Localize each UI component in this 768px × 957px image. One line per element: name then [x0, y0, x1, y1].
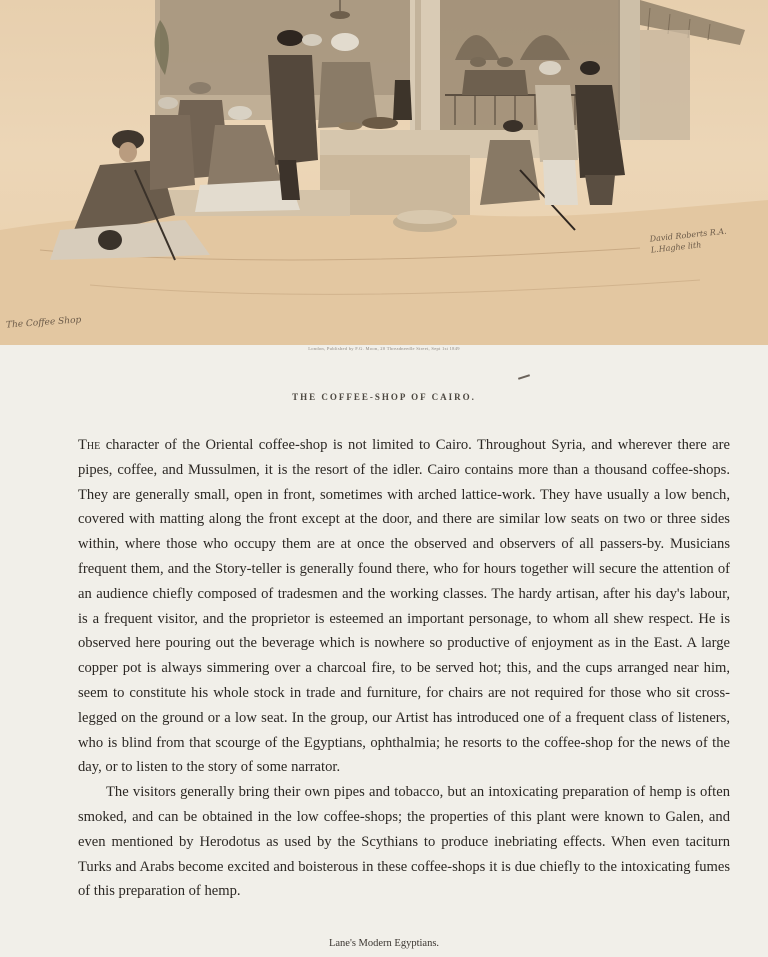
- paragraph-2: The visitors generally bring their own pipes and tobacco, but an intoxicating preparation of hemp is often smoked, and can be obtained in the low coffee-shops; the properties of this plant were known to Galen, and even mentioned by Herodotus as used by the Scythians to produce inebriating effects. When even taciturn Turks and Arabs become excited and boisterous in these coffee-shops it is due chiefly to the intoxicating fumes of this preparation of hemp.: [78, 784, 730, 900]
- artist-signature-right: David Roberts R.A. L.Haghe lith: [649, 226, 727, 255]
- source-citation: Lane's Modern Egyptians.: [328, 938, 440, 949]
- article-body: [78, 433, 730, 904]
- ink-mark: [518, 374, 530, 380]
- lithograph-plate: [0, 0, 768, 345]
- coffee-shop-illustration: [0, 0, 768, 345]
- paragraph-1-text: character of the Oriental coffee-shop is not limited to Cairo. Throughout Syria, and wherever there are pipes, coffee, and Mussulmen, it is the resort of the idler. Cairo contains more than a thousand coffee-shops. They are generally small, open in front, sometimes with arched lattice-work. They have usually a low bench, covered with matting along the front except at the door, and there are similar low seats on two or three sides within, where those who occupy them are at once the observed and observers of all passers-by. Musicians frequent them, and the Story-teller is generally found there, who for hours together will secure the attention of an audience chiefly composed of tradesmen and the working classes. The hardy artisan, after his day's labour, is a frequent visitor, and the proprietor is esteemed an important personage, to whom all shew respect. He is observed here pouring out the beverage which is nowhere so productive of enjoyment as in the East. A large copper pot is always simmering over a charcoal fire, to be served hot; this, and the cups arranged near him, seem to constitute his whole stock in trade and furniture, for chairs are not required for those who sit cross-legged on the ground or a low seat. In the group, our Artist has introduced one of a frequent class of listeners, who is blind from that scourge of the Egyptians, ophthalmia; he resorts to the coffee-shop for the news of the day, or to listen to the story of some narrator.: [78, 437, 730, 776]
- page-title: THE COFFEE-SHOP OF CAIRO.: [292, 392, 476, 402]
- paragraph-1: [78, 433, 730, 780]
- publisher-imprint: London, Published by F.G. Moon, 20 Threadneedle Street, Sept 1st 1849: [308, 346, 460, 351]
- artist-signature-left: The Coffee Shop: [5, 315, 82, 331]
- paragraph-1-opening-word: The: [78, 437, 101, 453]
